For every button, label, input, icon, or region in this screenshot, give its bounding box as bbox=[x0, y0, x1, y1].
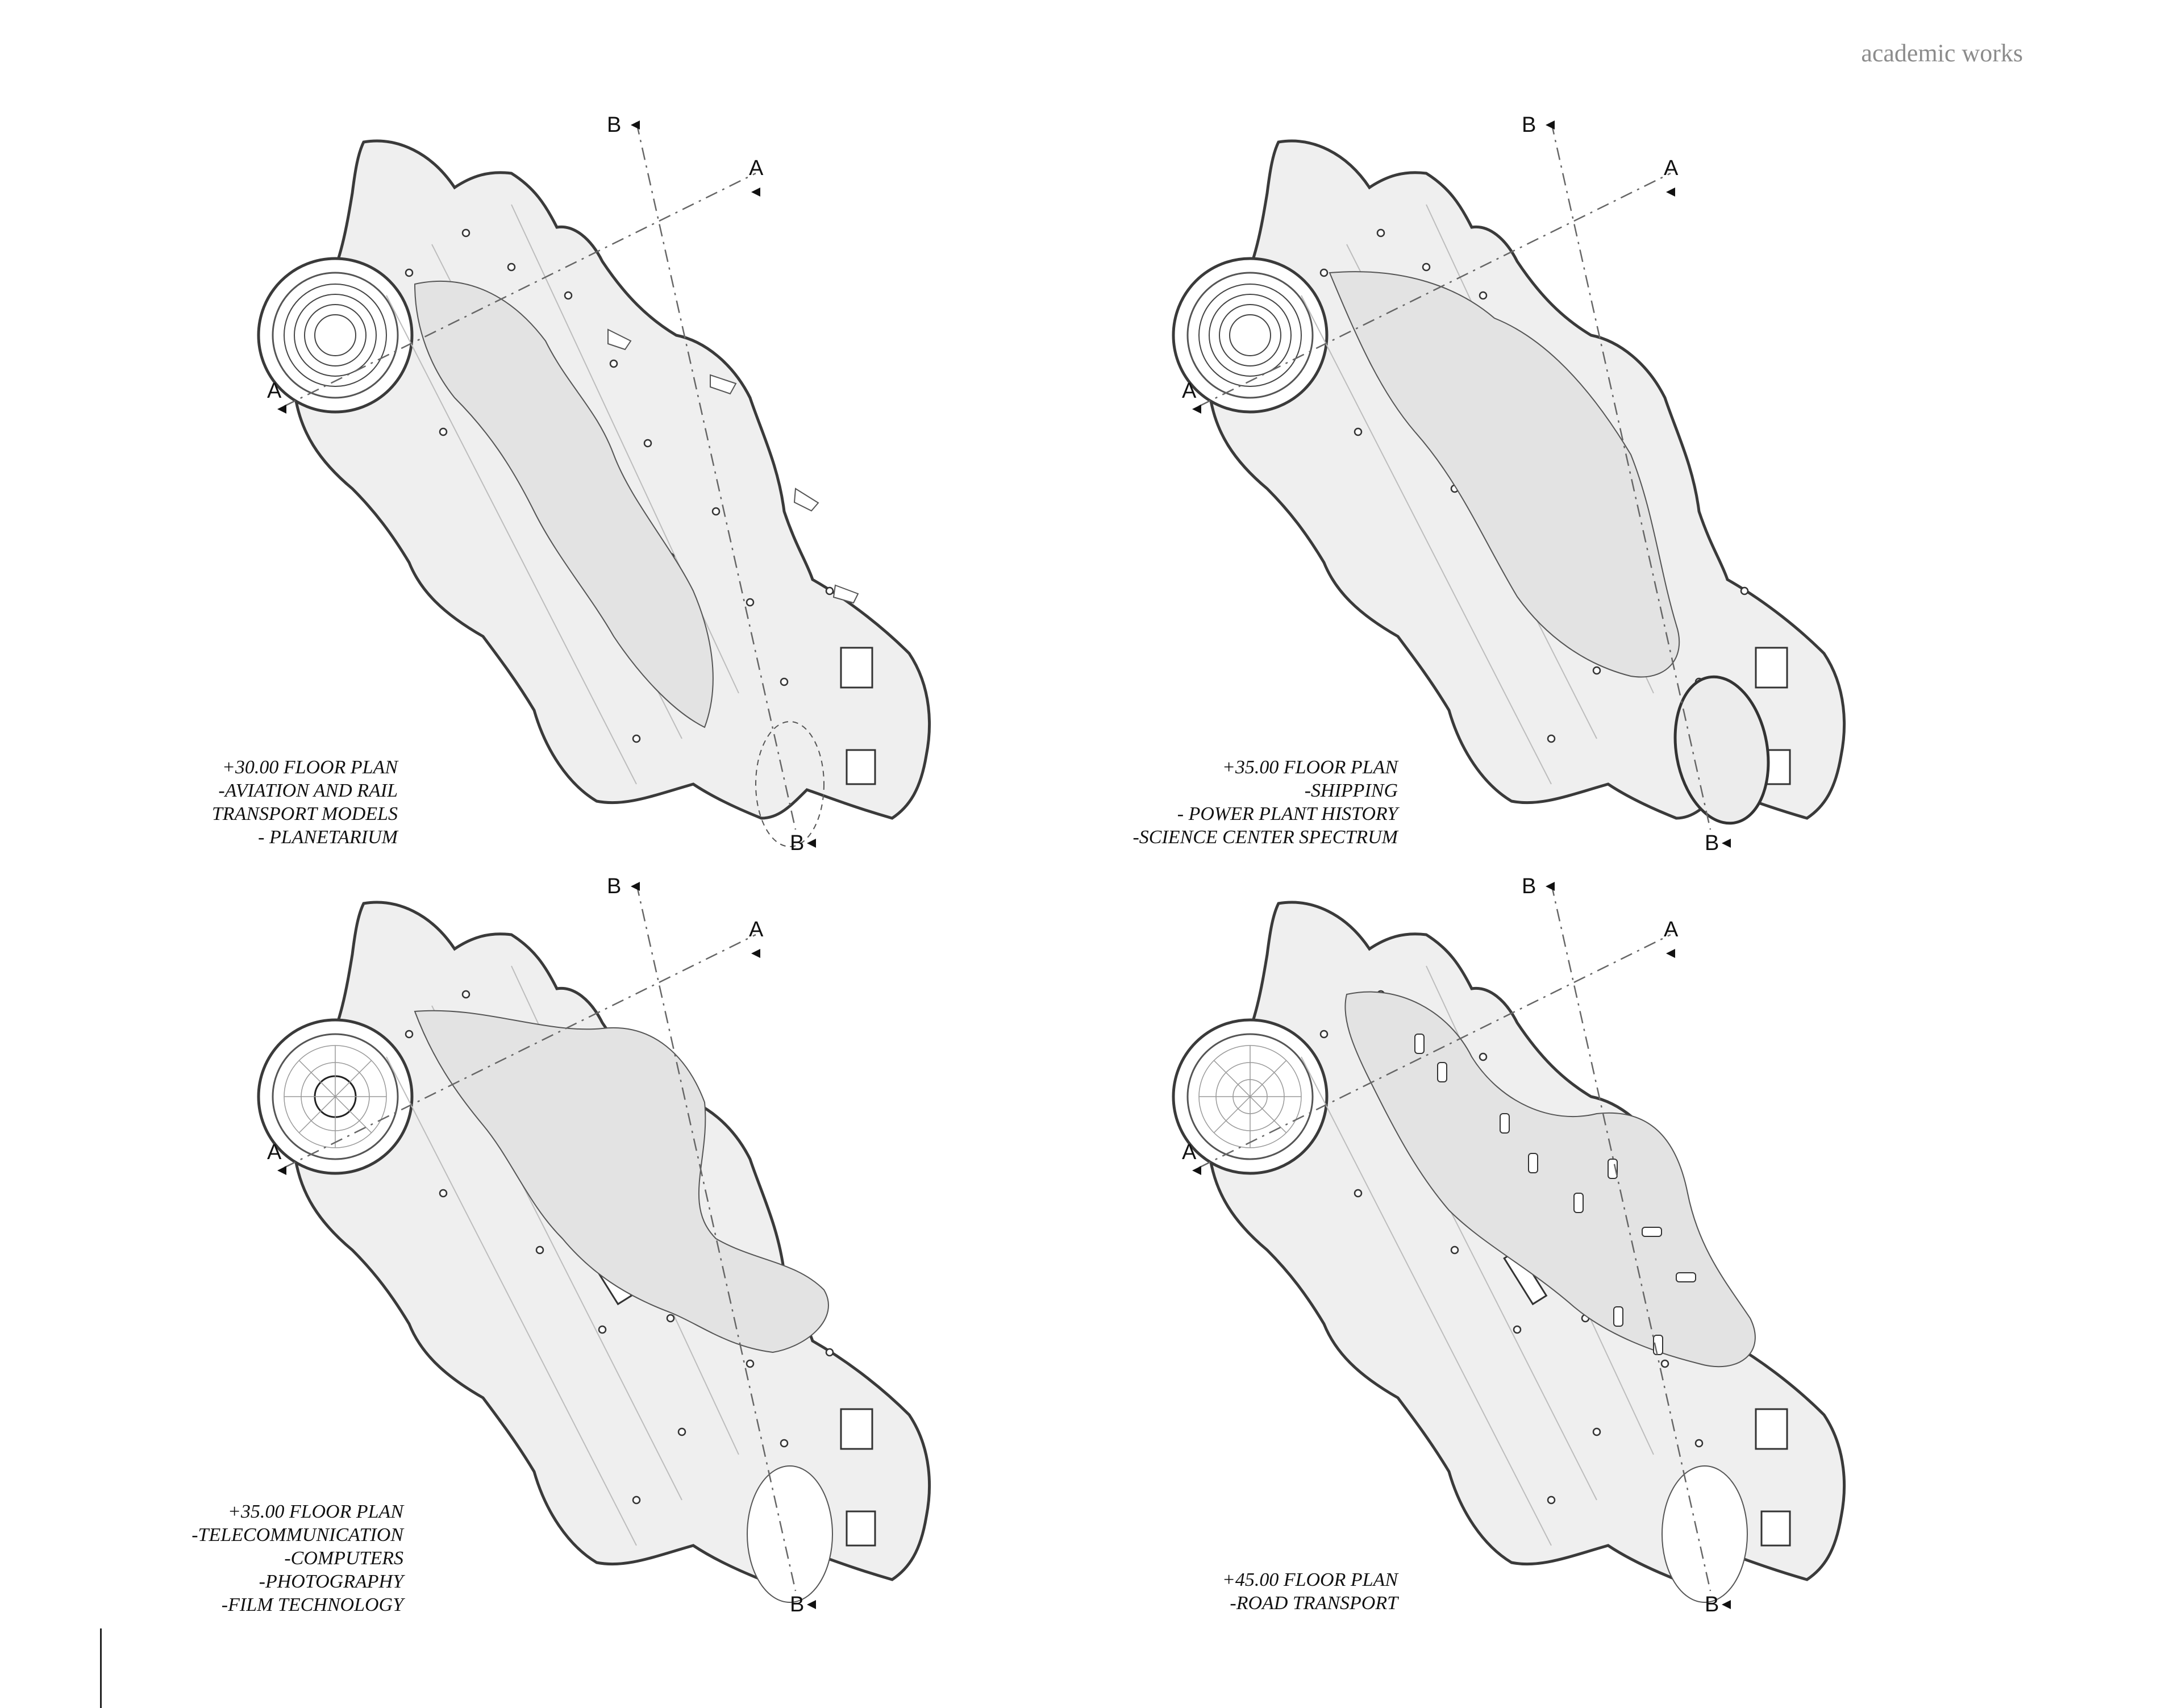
section-arrow-a bbox=[1192, 405, 1201, 414]
section-label-b: B bbox=[607, 874, 622, 898]
section-arrow-a bbox=[277, 1166, 286, 1175]
caption-plan-aviation: +30.00 FLOOR PLAN -AVIATION AND RAIL TRANSPORT MODELS - PLANETARIUM bbox=[211, 757, 398, 848]
plan-road bbox=[1173, 902, 1844, 1602]
plan-aviation bbox=[259, 141, 930, 847]
section-label-b: B bbox=[790, 831, 805, 855]
section-label-b: B bbox=[1705, 1593, 1719, 1617]
oval-stair bbox=[1662, 1466, 1747, 1602]
section-label-a: A bbox=[749, 918, 764, 942]
header-title: academic works bbox=[1861, 39, 2023, 67]
section-arrow-b bbox=[631, 882, 640, 891]
section-arrow-b bbox=[631, 120, 640, 130]
section-arrow-b bbox=[1722, 839, 1731, 848]
section-arrow-a bbox=[1192, 1166, 1201, 1175]
plan-telecom bbox=[259, 902, 930, 1602]
planetarium-dome-grid bbox=[1199, 1045, 1301, 1148]
plan-shipping bbox=[1173, 141, 1844, 831]
section-label-b: B bbox=[607, 113, 622, 137]
caption-plan-telecom: +35.00 FLOOR PLAN -TELECOMMUNICATION -COMPUTERS -PHOTOGRAPHY -FILM TECHNOLOGY bbox=[191, 1501, 403, 1615]
section-arrow-a bbox=[751, 949, 760, 958]
section-label-a: A bbox=[1182, 1140, 1197, 1164]
section-arrow-a bbox=[1666, 188, 1675, 197]
section-label-a: A bbox=[1182, 379, 1197, 403]
section-arrow-a bbox=[751, 188, 760, 197]
caption-plan-road: +45.00 FLOOR PLAN -ROAD TRANSPORT bbox=[1222, 1569, 1398, 1614]
section-label-b: B bbox=[790, 1593, 805, 1617]
section-label-b: B bbox=[1522, 874, 1536, 898]
section-arrow-a bbox=[277, 405, 286, 414]
section-label-a: A bbox=[267, 1140, 282, 1164]
oval-stair bbox=[747, 1466, 832, 1602]
margin-rule bbox=[100, 1628, 102, 1708]
section-label-b: B bbox=[1705, 831, 1719, 855]
section-arrow-b bbox=[807, 839, 816, 848]
section-arrow-b bbox=[1546, 120, 1555, 130]
section-label-a: A bbox=[1664, 156, 1679, 180]
section-arrow-b bbox=[1546, 882, 1555, 891]
section-arrow-b bbox=[1722, 1600, 1731, 1609]
section-label-a: A bbox=[267, 379, 282, 403]
section-label-b: B bbox=[1522, 113, 1536, 137]
section-arrow-b bbox=[807, 1600, 816, 1609]
caption-plan-shipping: +35.00 FLOOR PLAN -SHIPPING - POWER PLANT HISTORY -SCIENCE CENTER SPECTRUM bbox=[1132, 757, 1398, 848]
section-arrow-a bbox=[1666, 949, 1675, 958]
planetarium-dome-grid bbox=[284, 1045, 386, 1148]
section-label-a: A bbox=[1664, 918, 1679, 942]
section-label-a: A bbox=[749, 156, 764, 180]
